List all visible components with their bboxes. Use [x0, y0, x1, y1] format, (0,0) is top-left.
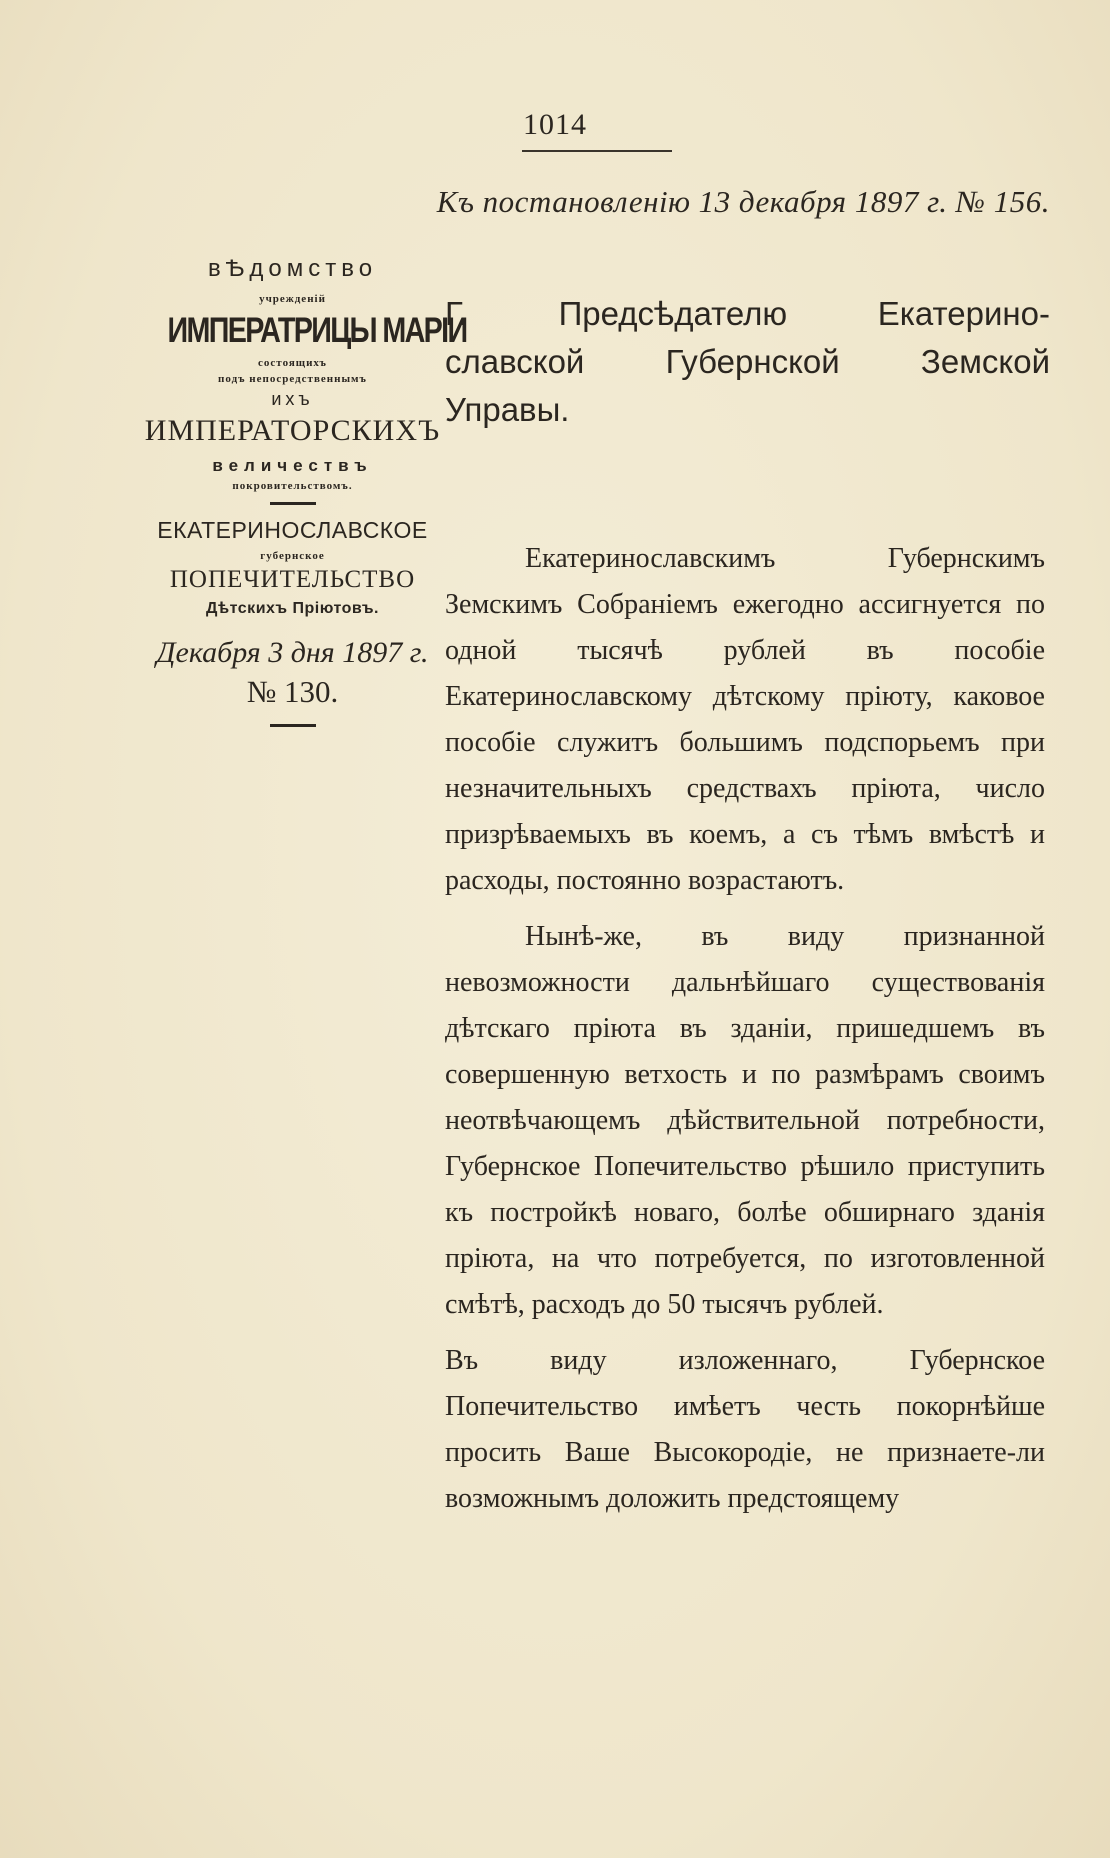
- letterhead-ekaterinoslav: ЕКАТЕРИНОСЛАВСКОЕ: [157, 517, 428, 543]
- letterhead-majesties: величествъ: [212, 456, 373, 475]
- letterhead-shelters: Дѣтскихъ Пріютовъ.: [206, 600, 379, 617]
- addressee-line-2: славской Губернской Земской: [445, 343, 1050, 380]
- letterhead-department: вѢдомство: [207, 255, 378, 282]
- letterhead-guardianship: ПОПЕЧИТЕЛЬСТВО: [169, 566, 416, 593]
- addressee: [445, 290, 1050, 434]
- letter-body: [445, 536, 1045, 1532]
- body-paragraph-2: Нынѣ-же, въ виду признанной невозможности дальнѣйшаго существованія дѣтскаго пріюта въ зданіи, пришедшемъ въ совершенную ветхость и по размѣрамъ своимъ неотвѣчающемъ дѣйствительной потребности, Губернское Попечительство рѣшило приступить къ постройкѣ новаго, болѣе обширнаго зданія пріюта, на что потребуется, по изготовленной смѣтѣ, расходъ до 50 тысячъ рублей.: [445, 921, 1045, 1320]
- letterhead-provincial: губернское: [260, 550, 325, 562]
- letterhead-divider: [270, 502, 316, 505]
- letterhead-number: № 130.: [246, 674, 339, 709]
- letterhead-empress: ИМПЕРАТРИЦЫ МАРІИ: [167, 311, 467, 350]
- letterhead-institutions: учрежденій: [259, 293, 326, 305]
- letterhead-under-direct: подъ непосредственнымъ: [218, 373, 367, 385]
- page-number: 1014: [523, 108, 587, 141]
- letterhead: [140, 255, 467, 727]
- letterhead-their: ихъ: [271, 389, 314, 409]
- letterhead-patronage: покровительствомъ.: [232, 480, 353, 492]
- letterhead-consisting: состоящихъ: [258, 357, 327, 369]
- page-number-rule: [522, 150, 672, 152]
- letterhead-imperial: ИМПЕРАТОРСКИХЪ: [144, 414, 441, 447]
- letterhead-date: Декабря 3 дня 1897 г.: [156, 636, 429, 669]
- body-paragraph-3: Въ виду изложеннаго, Губернское Попечительство имѣетъ честь покорнѣйше просить Ваше Высокородіе, не признаете-ли возможнымъ доложить предстоящему: [445, 1345, 1045, 1514]
- addressee-line-1: Г. Предсѣдателю Екатерино-: [445, 295, 1050, 332]
- addressee-line-3: Управы.: [445, 391, 570, 428]
- letterhead-bottom-divider: [270, 724, 316, 727]
- body-paragraph-1: Екатеринославскимъ Губернскимъ Земскимъ Собраніемъ ежегодно ассигнуется по одной тысячѣ рублей въ пособіе Екатеринославскому дѣтскому пріюту, каковое пособіе служитъ большимъ подспорьемъ при незначительныхъ средствахъ пріюта, число призрѣваемыхъ въ коемъ, а съ тѣмъ вмѣстѣ и расходы, постоянно возрастаютъ.: [445, 543, 1045, 896]
- resolution-reference: Къ постановленію 13 декабря 1897 г. № 156.: [436, 184, 1050, 219]
